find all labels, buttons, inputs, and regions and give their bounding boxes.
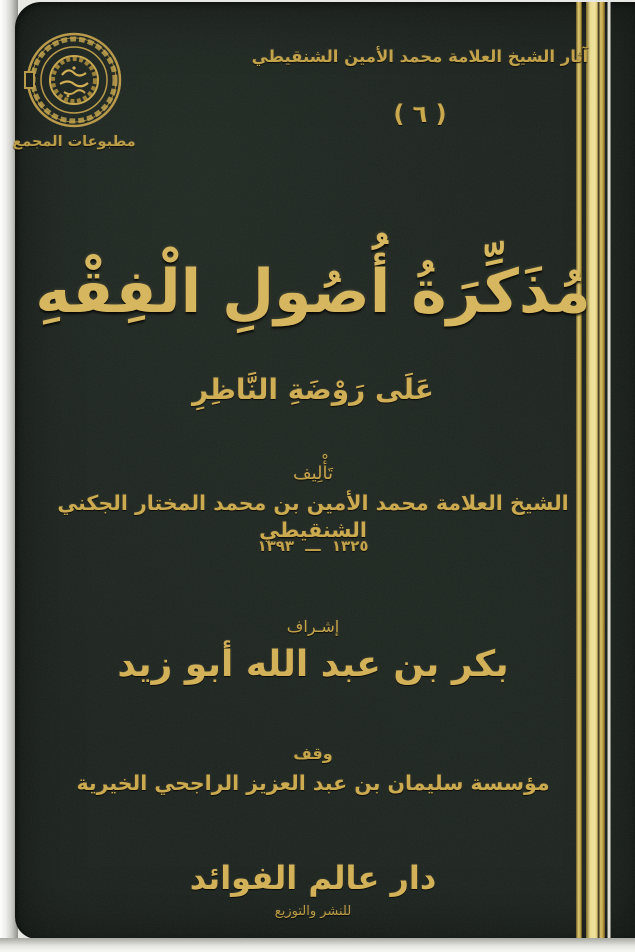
publisher-tagline: للنشر والتوزيع <box>274 904 352 919</box>
author-dates: ١٣٢٥ ـــ ١٣٩٣ <box>257 537 369 555</box>
academy-seal-icon <box>24 30 124 130</box>
waqf-label: وقف <box>293 744 333 763</box>
page-bottom-edge <box>0 938 635 952</box>
supervisor-name: بكر بن عبد الله أبو زيد <box>117 644 509 685</box>
byline-label: تَأْلِيف <box>292 463 334 484</box>
seal-caption: مطبوعات المجمع <box>12 134 136 150</box>
waqf-organization: مؤسسة سليمان بن عبد العزيز الراجحي الخيرية <box>76 771 550 795</box>
series-title: آثار الشيخ العلامة محمد الأمين الشنقيطي <box>251 47 589 66</box>
volume-number: ( ٦ ) <box>393 100 447 128</box>
cover-edge-highlight <box>607 2 611 939</box>
book-title: مُذَكِّرَةُ أُصُولِ الْفِقْهِ <box>35 257 591 327</box>
author-name: الشيخ العلامة محمد الأمين بن محمد المختار الجكني الشنقيطي <box>57 491 569 542</box>
publisher-name: دار عالم الفوائد <box>189 859 437 897</box>
book-subtitle: عَلَى رَوْضَةِ النَّاظِرِ <box>192 373 434 406</box>
supervision-label: إشـراف <box>286 617 340 636</box>
